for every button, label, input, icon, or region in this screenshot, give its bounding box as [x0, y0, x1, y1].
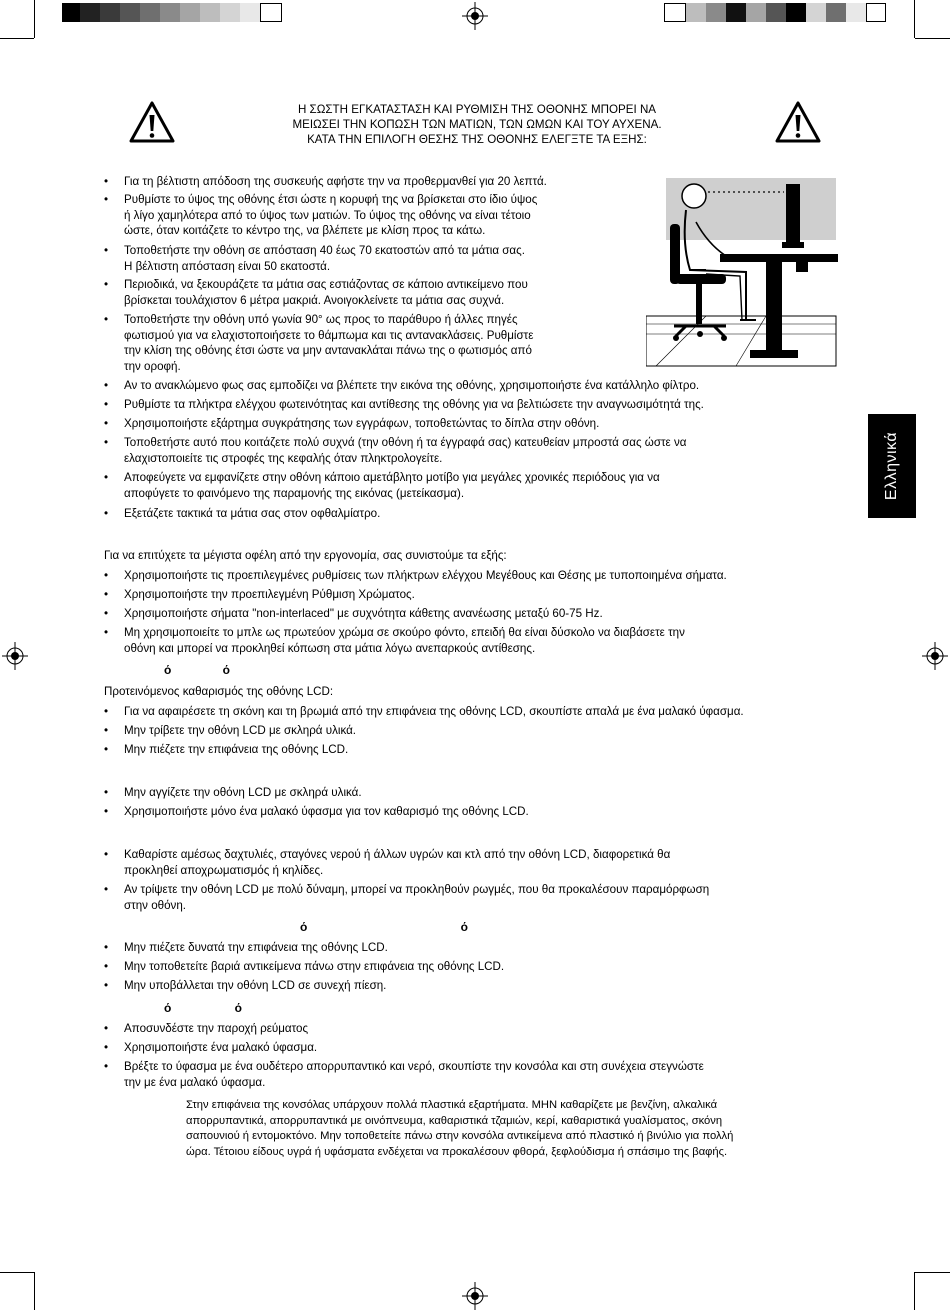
- bullet: •: [104, 1041, 109, 1054]
- list-item-text: ελαχιστοποιείτε τις στροφές της κεφαλής όταν πληκτρολογείτε.: [124, 451, 443, 465]
- list-item-text: Μην πιέζετε την επιφάνεια της οθόνης LCD.: [124, 743, 349, 756]
- list-item-text: την με ένα μαλακό ύφασμα.: [124, 1075, 266, 1089]
- list-item-text: φωτισμού για να ελαχιστοποιήσετε το θάμπωμα και τις αντανακλάσεις. Ρυθμίστε: [124, 328, 534, 342]
- bullet: •: [104, 960, 109, 973]
- list-item-text: Μην τρίβετε την οθόνη LCD με σκληρά υλικά.: [124, 724, 357, 737]
- bullet: •: [104, 705, 109, 718]
- registration-mark-top: [462, 2, 488, 30]
- list-item-text: Μην υποβάλλεται την οθόνη LCD σε συνεχή πίεση.: [124, 979, 387, 992]
- warning-line: Η ΣΩΣΤΗ ΕΓΚΑΤΑΣΤΑΣΗ ΚΑΙ ΡΥΘΜΙΣΗ ΤΗΣ ΟΘΟΝΗΣ ΜΠΟΡΕΙ ΝΑ: [297, 103, 657, 116]
- bullet: •: [104, 569, 109, 582]
- note-line: ώρα. Τέτοιου είδους υγρά ή υφάσματα ενδέχεται να προκαλέσουν φθορά, ξεφλούδισμα ή σπάσιμο της βαφής.: [186, 1145, 728, 1158]
- list-item-text: Χρησιμοποιήστε μόνο ένα μαλακό ύφασμα για τον καθαρισμό της οθόνης LCD.: [124, 805, 529, 818]
- bullet: •: [104, 588, 109, 601]
- list-item: [104, 704, 864, 720]
- note-line: απορρυπαντικά, απορρυπαντικά με οινόπνευμα, καθαριστικά τζαμιών, κερί, καθαριστικά γυαλίσματος, σκόνη: [186, 1114, 723, 1127]
- bullet: •: [104, 743, 109, 756]
- list-item: [104, 568, 864, 584]
- list-item-text: ώστε, όταν κοιτάζετε το κέντρο της, να βλέπετε με κλίση προς τα κάτω.: [124, 224, 486, 237]
- bullet: •: [104, 805, 109, 818]
- registration-mark-right: [922, 642, 948, 670]
- warning-icon-right: [774, 100, 822, 144]
- list-item: [104, 470, 864, 501]
- list-item: [104, 804, 864, 820]
- list-item-text: Για τη βέλτιστη απόδοση της συσκευής αφήστε την να προθερμανθεί για 20 λεπτά.: [124, 175, 547, 188]
- list-item: [104, 978, 864, 994]
- warning-icon-left: [128, 100, 176, 144]
- list-item: [104, 847, 864, 878]
- ergonomic-workstation-illustration: [646, 174, 838, 370]
- bullet: •: [104, 883, 109, 896]
- warning-header: [232, 102, 722, 147]
- bullet: •: [104, 1060, 109, 1073]
- list-item-text: Χρησιμοποιήστε σήματα "non-interlaced" με συχνότητα κάθετης ανανέωσης μεταξύ 60-75 Hz.: [124, 607, 603, 620]
- list-item: [104, 1040, 864, 1056]
- list-item-text: Τοποθετήστε την οθόνη σε απόσταση 40 έως 70 εκατοστών από τα μάτια σας.: [124, 244, 525, 257]
- section-heading: ό ό: [300, 920, 468, 934]
- note-line: σαπουνιού ή εντομοκτόνο. Μην τοποθετείτε πάνω στην κονσόλα αντικείμενα από πλαστικό ή βινύλιο για πολλή: [186, 1130, 734, 1142]
- list-item: [104, 243, 644, 274]
- bullet: •: [104, 379, 109, 392]
- list-item-text: Χρησιμοποιήστε εξάρτημα συγκράτησης των εγγράφων, τοποθετώντας το δίπλα στην οθόνη.: [124, 417, 600, 430]
- list-item: [104, 277, 644, 308]
- list-item-text: Μην τοποθετείτε βαριά αντικείμενα πάνω στην επιφάνεια της οθόνης LCD.: [124, 960, 505, 973]
- list-item: [104, 506, 864, 522]
- list-item-text: Αποσυνδέστε την παροχή ρεύματος: [124, 1022, 309, 1035]
- list-item: [104, 378, 864, 394]
- list-item: [104, 723, 864, 739]
- list-item: [104, 312, 644, 374]
- list-item-text: Η βέλτιστη απόσταση είναι 50 εκατοστά.: [124, 259, 331, 273]
- list-item: [104, 882, 864, 913]
- language-tab: [868, 414, 916, 518]
- bullet: •: [104, 979, 109, 992]
- note-line: Στην επιφάνεια της κονσόλας υπάρχουν πολλά πλαστικά εξαρτήματα. ΜΗΝ καθαρίζετε με βενζίνη, αλκαλικά: [186, 1099, 718, 1111]
- list-item-text: Ρυθμίστε τα πλήκτρα ελέγχου φωτεινότητας και αντίθεσης της οθόνης για να βελτιώσετε την αναγνωσιμότητά της.: [124, 398, 704, 411]
- list-item-text: Εξετάζετε τακτικά τα μάτια σας στον οφθαλμίατρο.: [124, 507, 381, 520]
- list-item-text: Αν τρίψετε την οθόνη LCD με πολύ δύναμη, μπορεί να προκληθούν ρωγμές, που θα προκαλέσουν παραμόρφωση: [124, 883, 710, 896]
- list-item-text: Περιοδικά, να ξεκουράζετε τα μάτια σας εστιάζοντας σε κάποιο αντικείμενο που: [124, 278, 528, 291]
- list-item-text: προκληθεί αποχρωματισμός ή κηλίδες.: [124, 863, 324, 877]
- list-item: [104, 435, 864, 466]
- list-item: [104, 587, 864, 603]
- list-item-text: στην οθόνη.: [124, 898, 187, 912]
- list-item-text: ή λίγο χαμηλότερα από το ύψος των ματιών. Το ύψος της οθόνης να είναι τέτοιο: [124, 208, 531, 222]
- list-item-text: Μην πιέζετε δυνατά την επιφάνεια της οθόνης LCD.: [124, 941, 388, 954]
- bullet: •: [104, 607, 109, 620]
- bullet: •: [104, 398, 109, 411]
- list-item-text: Μη χρησιμοποιείτε το μπλε ως πρωτεύον χρώμα σε σκούρο φόντο, επειδή θα είναι δύσκολο να διαβάσετε την: [124, 626, 685, 639]
- list-item: [104, 785, 864, 801]
- list-item: [104, 959, 864, 975]
- list-item: [104, 742, 864, 758]
- list-item-text: Βρέξτε το ύφασμα με ένα ουδέτερο απορρυπαντικό και νερό, σκουπίστε την κονσόλα και στη συνέχεια στεγνώστε: [124, 1060, 704, 1073]
- bullet: •: [104, 471, 109, 484]
- list-item: [104, 625, 864, 656]
- language-tab-label: Ελληνικά: [883, 431, 900, 501]
- registration-mark-left: [2, 642, 28, 670]
- bullet: •: [104, 417, 109, 430]
- bullet: •: [104, 175, 109, 188]
- lcd-cleaning-intro: Προτεινόμενος καθαρισμός της οθόνης LCD:: [104, 685, 334, 698]
- warning-line: ΜΕΙΩΣΕΙ ΤΗΝ ΚΟΠΩΣΗ ΤΩΝ ΜΑΤΙΩΝ, ΤΩΝ ΩΜΩΝ ΚΑΙ ΤΟΥ ΑΥΧΕΝΑ.: [292, 118, 662, 131]
- warning-line: ΚΑΤΑ ΤΗΝ ΕΠΙΛΟΓΗ ΘΕΣΗΣ ΤΗΣ ΟΘΟΝΗΣ ΕΛΕΓΞΤΕ ΤΑ ΕΞΗΣ:: [307, 133, 647, 146]
- list-item-text: Χρησιμοποιήστε την προεπιλεγμένη Ρύθμιση Χρώματος.: [124, 588, 415, 601]
- bullet: •: [104, 278, 109, 291]
- list-item: [104, 940, 864, 956]
- ergonomics-intro: Για να επιτύχετε τα μέγιστα οφέλη από την εργονομία, σας συνιστούμε τα εξής:: [104, 549, 507, 562]
- list-item: [104, 606, 864, 622]
- list-item-text: αποφύγετε το φαινόμενο της παραμονής της εικόνας (μετείκασμα).: [124, 486, 465, 500]
- list-item: [104, 174, 644, 190]
- bullet: •: [104, 313, 109, 326]
- bullet: •: [104, 507, 109, 520]
- list-item-text: Καθαρίστε αμέσως δαχτυλιές, σταγόνες νερού ή άλλων υγρών και κτλ από την οθόνη LCD, διαφορετικά θα: [124, 848, 671, 861]
- list-item-text: Χρησιμοποιήστε ένα μαλακό ύφασμα.: [124, 1041, 318, 1054]
- section-heading: ό ό: [164, 663, 230, 677]
- bullet: •: [104, 786, 109, 799]
- cleaning-note: [186, 1098, 846, 1160]
- bullet: •: [104, 626, 109, 639]
- bullet: •: [104, 941, 109, 954]
- list-item: [104, 1021, 864, 1037]
- list-item-text: οθόνη και μπορεί να προκληθεί κόπωση στα μάτια λόγω ανεπαρκούς αντίθεσης.: [124, 641, 536, 655]
- list-item: [104, 1059, 864, 1090]
- list-item-text: την οροφή.: [124, 359, 181, 373]
- list-item-text: την κλίση της οθόνης έτσι ώστε να μην αντανακλάται πάνω της ο φωτισμός από: [124, 344, 532, 357]
- list-item-text: Μην αγγίζετε την οθόνη LCD με σκληρά υλικά.: [124, 786, 362, 799]
- list-item-text: Τοποθετήστε την οθόνη υπό γωνία 90° ως προς το παράθυρο ή άλλες πηγές: [124, 313, 518, 326]
- list-item-text: βρίσκεται τουλάχιστον 6 μέτρα μακριά. Ανοιγοκλείνετε τα μάτια σας συχνά.: [124, 293, 505, 307]
- list-item-text: Τοποθετήστε αυτό που κοιτάζετε πολύ συχνά (την οθόνη ή τα έγγραφά σας) κατευθείαν μπροστά σας ώστε να: [124, 436, 687, 449]
- section-heading: ό ό: [164, 1001, 242, 1015]
- list-item-text: Αν το ανακλώμενο φως σας εμποδίζει να βλέπετε την εικόνα της οθόνης, χρησιμοποιήστε ένα κατάλληλο φίλτρο.: [124, 379, 700, 392]
- bullet: •: [104, 193, 109, 206]
- bullet: •: [104, 244, 109, 257]
- list-item-text: Για να αφαιρέσετε τη σκόνη και τη βρωμιά από την επιφάνεια της οθόνης LCD, σκουπίστε απαλά με ένα μαλακό ύφασμα.: [124, 705, 744, 718]
- registration-mark-bottom: [462, 1282, 488, 1310]
- bullet: •: [104, 724, 109, 737]
- list-item-text: Αποφεύγετε να εμφανίζετε στην οθόνη κάποιο αμετάβλητο μοτίβο για μεγάλες χρονικές περιόδους για να: [124, 471, 660, 484]
- bullet: •: [104, 1022, 109, 1035]
- list-item: [104, 192, 644, 239]
- list-item-text: Ρυθμίστε το ύψος της οθόνης έτσι ώστε η κορυφή της να βρίσκεται στο ίδιο ύψος: [124, 193, 538, 206]
- bullet: •: [104, 848, 109, 861]
- bullet: •: [104, 436, 109, 449]
- list-item: [104, 416, 864, 432]
- list-item-text: Χρησιμοποιήστε τις προεπιλεγμένες ρυθμίσεις των πλήκτρων ελέγχου Μεγέθους και Θέσης με τυποποιημένα σήματα.: [124, 569, 727, 582]
- list-item: [104, 397, 864, 413]
